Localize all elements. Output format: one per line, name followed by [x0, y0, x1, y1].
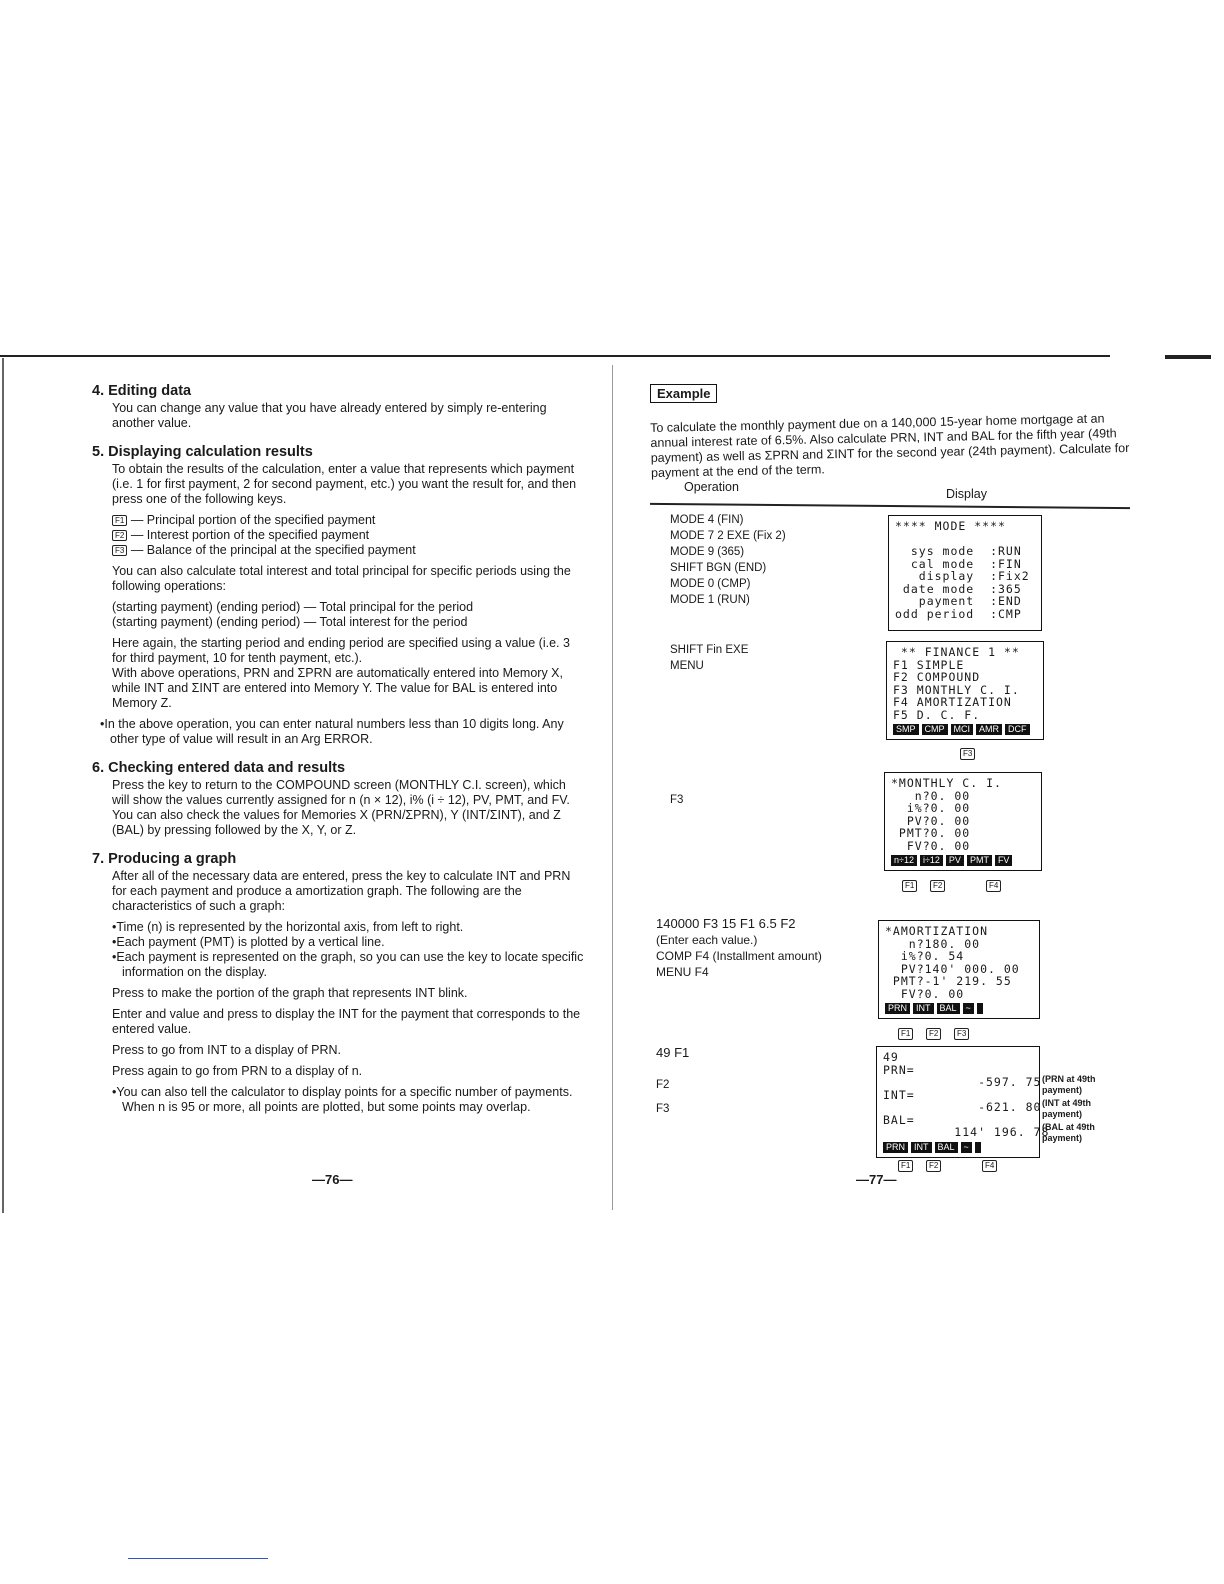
int-note: (INT at 49th payment): [1042, 1098, 1092, 1119]
section7-intro: After all of the necessary data are entered, press the key to calculate INT and PRN for each payment and produce a amortization graph. The following are the characteristics of such a graph:: [112, 869, 571, 913]
monthly-ci-lcd: *MONTHLY C. I. n?0. 00 i%?0. 00 PV?0. 00 PMT?0. 00 FV?0. 00 n÷12 i÷12 PV PMT FV: [884, 772, 1042, 871]
section5-totals-intro: You can also calculate total interest and total principal for specific periods using the following operations:: [112, 564, 571, 593]
example-intro: To calculate the monthly payment due on a 140,000 15-year home mortgage at an annual interest rate of 6.5%. Also calculate PRN, INT and BAL for the fifth year (49th payment) as well as ΣPRN and ΣINT for the second year (24th payment). Calculate for payment at the end of the term.: [650, 411, 1130, 480]
int-key-line: F2 — Interest portion of the specified payment: [112, 528, 586, 543]
operation-column-heading: Operation: [684, 480, 739, 494]
left-edge: [2, 358, 4, 1213]
graph-n-display: Press again to go from PRN to a display of n.: [112, 1064, 363, 1078]
payment49-lcd: 49 PRN= -597. 75 INT= -621. 80 BAL= 114' 196. 78 PRN INT BAL ~: [876, 1046, 1040, 1158]
section6-heading: 6. Checking entered data and results: [92, 760, 346, 776]
section6-text1: Press the key to return to the COMPOUND screen (MONTHLY C.I. screen), which will show the values currently assigned for n (n × 12), i% (i ÷ 12), PV, PMT, and FV.: [112, 778, 570, 807]
graph-bullet-time: •Time (n) is represented by the horizontal axis, from left to right.: [112, 920, 464, 934]
monthly-ci-operation: F3: [670, 794, 684, 806]
finance-menu-operations: SHIFT Fin EXE MENU: [670, 644, 749, 672]
right-page: [650, 384, 1140, 481]
finance-softkey-bar: SMP CMP MCI AMR DCF: [893, 724, 1037, 735]
graph-prn-display: Press to go from INT to a display of PRN.: [112, 1043, 342, 1057]
bal-key-line: F3 — Balance of the principal at the specified payment: [112, 543, 586, 558]
payment49-softkey-bar: PRN INT BAL ~: [883, 1142, 1033, 1153]
graph-bullet-points: •You can also tell the calculator to display points for a specific number of payments. When n is 95 or more, all points are plotted, but some points may overlap.: [112, 1085, 573, 1114]
section5-intro: To obtain the results of the calculation, enter a value that represents which payment (i.e. 1 for first payment, 2 for second payment, etc.) you want the result for, and then press one of the following keys.: [112, 462, 577, 506]
graph-int-display: Enter and value and press to display the INT for the payment that corresponds to the entered value.: [112, 1007, 581, 1036]
display-column-heading: Display: [946, 487, 987, 501]
prn-note: (PRN at 49th payment): [1042, 1074, 1096, 1095]
section6-text2: You can also check the values for Memories X (PRN/ΣPRN), Y (INT/ΣINT), and Z (BAL) by pressing followed by the X, Y, or Z.: [112, 808, 561, 837]
amortization-softkey-bar: PRN INT BAL ~: [885, 1003, 1033, 1014]
center-gutter: [612, 365, 613, 1210]
right-page-number: —77—: [856, 1172, 897, 1187]
section5-period-note: Here again, the starting period and ending period are specified using a value (i.e. 3 for third payment, 10 for tenth payment, etc.).: [112, 636, 570, 665]
graph-bullet-trace: •Each payment is represented on the graph, so you can use the key to locate specific information on the display.: [112, 950, 584, 979]
section4-text: You can change any value that you have already entered by simply re-entering another value.: [112, 401, 547, 430]
section5-memory-note: With above operations, PRN and ΣPRN are automatically entered into Memory X, while INT and ΣINT are entered into Memory Y. The value for BAL is entered into Memory Z.: [112, 666, 563, 710]
left-page-number: —76—: [312, 1172, 353, 1187]
graph-bullet-pmt: •Each payment (PMT) is plotted by a vertical line.: [112, 935, 385, 949]
f3-key-icon: F3: [112, 545, 127, 556]
setup-operations: MODE 4 (FIN) MODE 7 2 EXE (Fix 2) MODE 9 (365) SHIFT BGN (END) MODE 0 (CMP) MODE 1 (RUN): [670, 514, 786, 606]
finance-menu-lcd: ** FINANCE 1 ** F1 SIMPLE F2 COMPOUND F3 MONTHLY C. I. F4 AMORTIZATION F5 D. C. F. SMP CMP MCI AMR DCF: [886, 641, 1044, 740]
amortization-lcd: *AMORTIZATION n?180. 00 i%?0. 54 PV?140' 000. 00 PMT?-1' 219. 55 FV?0. 00 PRN INT BAL ~: [878, 920, 1040, 1019]
payment49-operations: 49 F1 F2 F3: [656, 1045, 690, 1115]
total-interest-op: (starting payment) (ending period) — Total interest for the period: [112, 615, 468, 629]
bal-note: (BAL at 49th payment): [1042, 1122, 1095, 1143]
mode-lcd: **** MODE **** sys mode :RUN cal mode :FIN display :Fix2 date mode :365 payment :END odd period :CMP: [888, 515, 1042, 631]
graph-int-blink: Press to make the portion of the graph that represents INT blink.: [112, 986, 468, 1000]
header-rule: [650, 503, 1130, 509]
example-label: Example: [650, 384, 717, 403]
monthly-softkey-bar: n÷12 i÷12 PV PMT FV: [891, 855, 1035, 866]
f2-key-icon: F2: [112, 530, 127, 541]
top-rule-right: [1165, 355, 1211, 359]
amortization-operations: 140000 F3 15 F1 6.5 F2 (Enter each value.) COMP F4 (Installment amount) MENU F4: [656, 916, 822, 979]
left-page: [92, 384, 586, 1121]
section7-heading: 7. Producing a graph: [92, 851, 237, 867]
section5-heading: 5. Displaying calculation results: [92, 444, 313, 460]
f1-key-icon: F1: [112, 515, 127, 526]
section5-bullet: •In the above operation, you can enter natural numbers less than 10 digits long. Any other type of value will result in an Arg ERROR.: [100, 717, 564, 746]
prn-key-line: F1 — Principal portion of the specified payment: [112, 513, 586, 528]
bottom-link-line: [128, 1558, 268, 1559]
section4-heading: 4. Editing data: [92, 383, 192, 399]
top-rule-left: [0, 355, 1110, 357]
total-principal-op: (starting payment) (ending period) — Total principal for the period: [112, 600, 474, 614]
